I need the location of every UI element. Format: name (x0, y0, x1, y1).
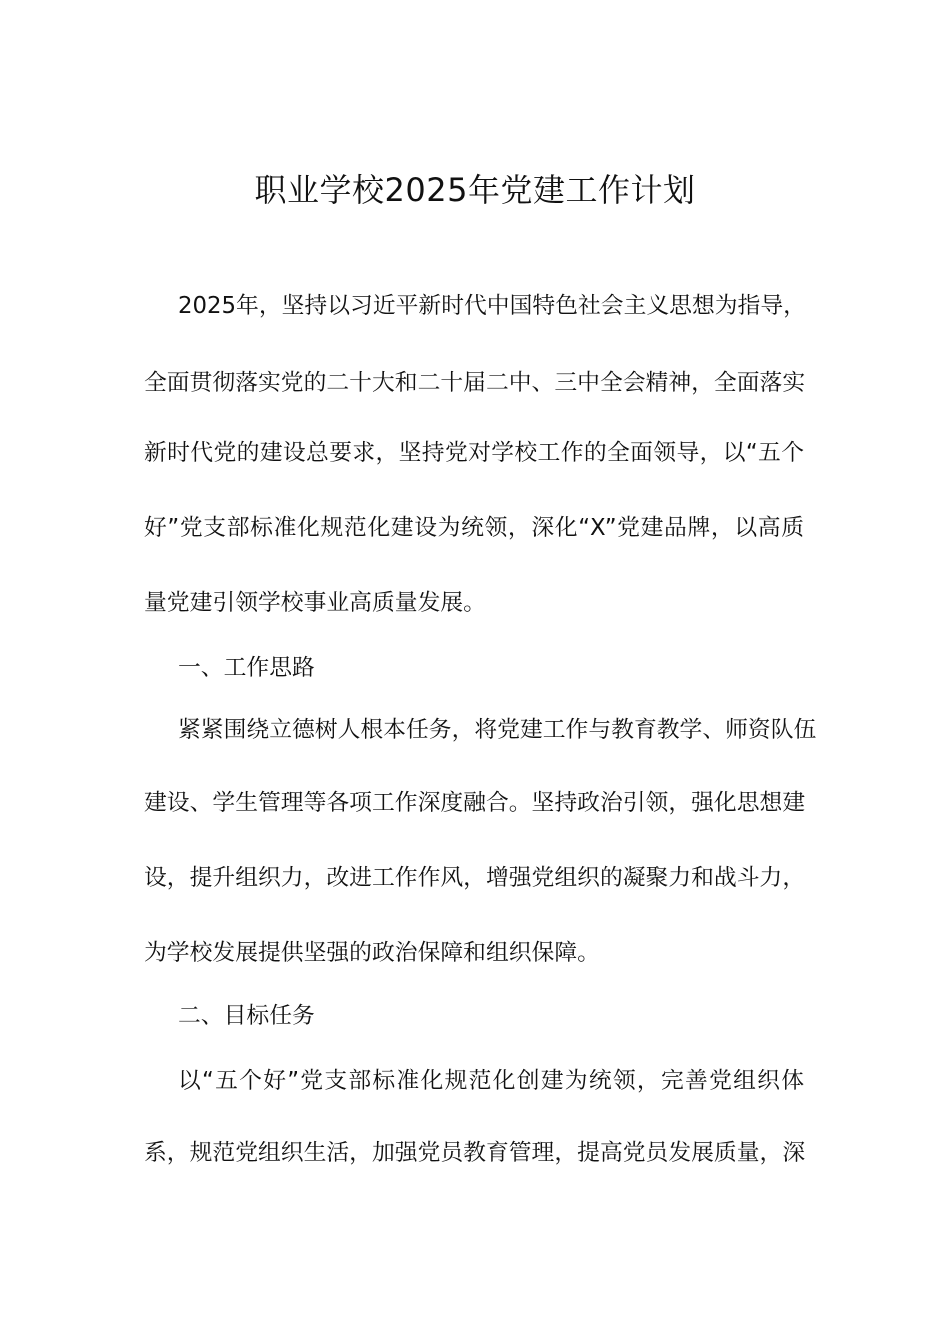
intro-line-3: 新时代党的建设总要求，坚持党对学校工作的全面领导，以“五个 (144, 440, 804, 466)
intro-line-2: 全面贯彻落实党的二十大和二十届二中、三中全会精神，全面落实 (144, 370, 806, 396)
section1-line-3: 设，提升组织力，改进工作作风，增强党组织的凝聚力和战斗力， (144, 865, 806, 891)
section-heading-1: 一、工作思路 (178, 655, 315, 681)
intro-line-1: 2025年，坚持以习近平新时代中国特色社会主义思想为指导， (178, 293, 806, 319)
document-title: 职业学校2025年党建工作计划 (254, 171, 696, 209)
section2-line-1: 以“五个好”党支部标准化规范化创建为统领，完善党组织体 (178, 1068, 804, 1094)
section2-line-2: 系，规范党组织生活，加强党员教育管理，提高党员发展质量，深 (144, 1140, 806, 1166)
intro-line-5: 量党建引领学校事业高质量发展。 (144, 590, 486, 616)
section1-line-1: 紧紧围绕立德树人根本任务，将党建工作与教育教学、师资队伍 (178, 717, 817, 743)
section1-line-4: 为学校发展提供坚强的政治保障和组织保障。 (144, 940, 600, 966)
section1-line-2: 建设、学生管理等各项工作深度融合。坚持政治引领，强化思想建 (144, 790, 806, 816)
intro-line-4: 好”党支部标准化规范化建设为统领，深化“X”党建品牌，以高质 (144, 515, 804, 541)
section-heading-2: 二、目标任务 (178, 1003, 315, 1029)
